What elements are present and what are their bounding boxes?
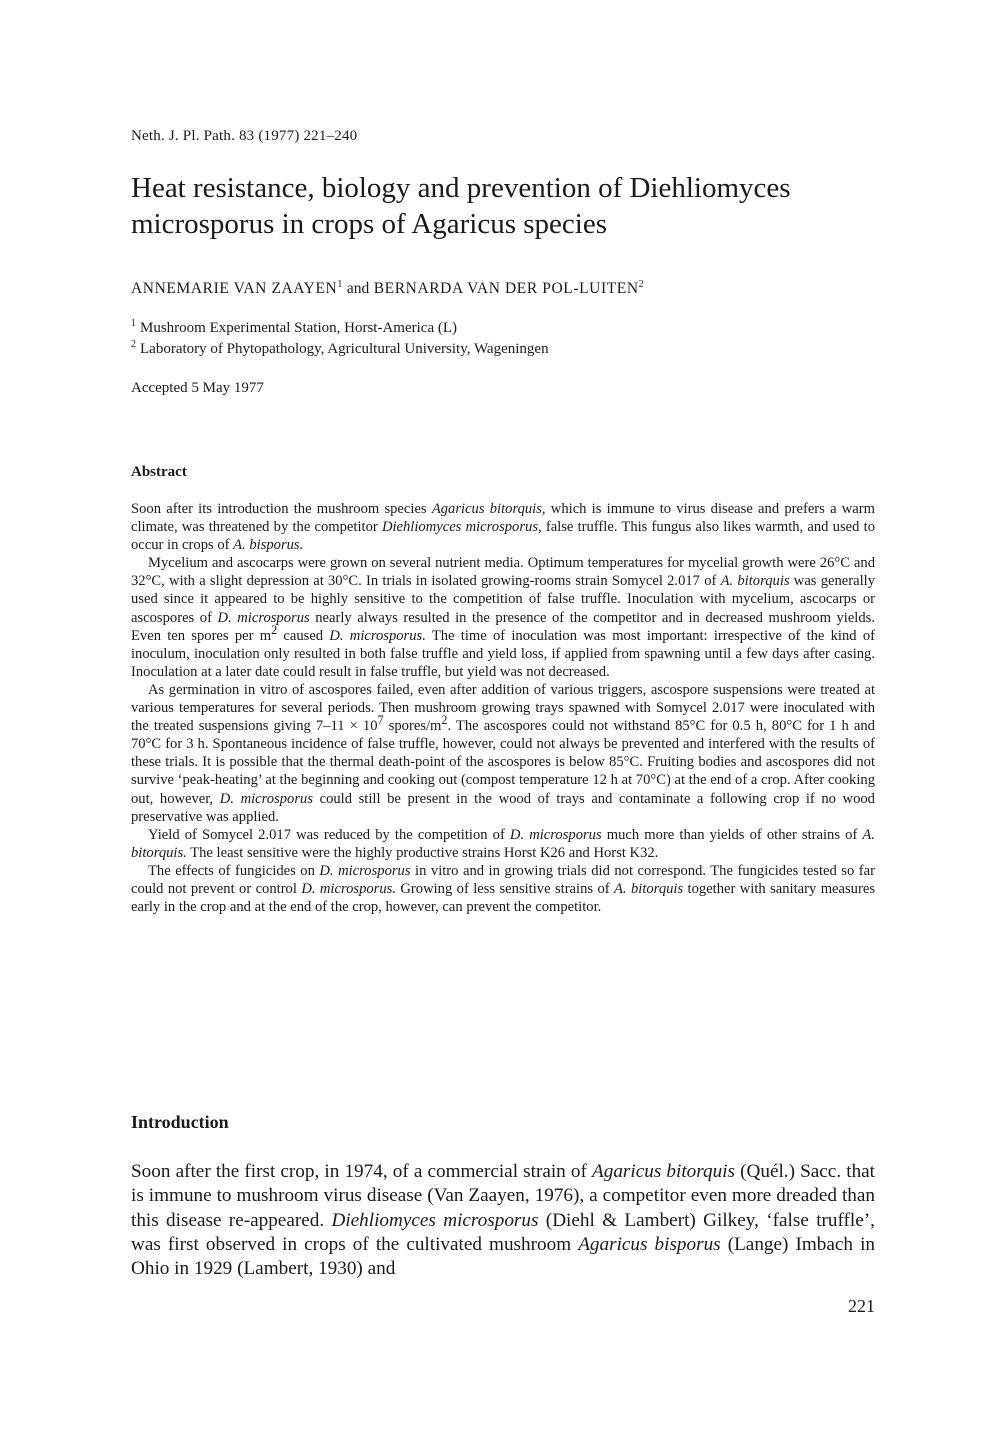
affiliation-1-text: Mushroom Experimental Station, Horst-America (L)	[140, 320, 458, 336]
page-number: 221	[848, 1296, 875, 1316]
affiliation-2-text: Laboratory of Phytopathology, Agricultural University, Wageningen	[140, 341, 549, 357]
authors-line	[131, 280, 644, 298]
author-1: ANNEMARIE VAN ZAAYEN	[131, 280, 338, 297]
author-1-mark: 1	[337, 278, 343, 290]
introduction-paragraph: Soon after the first crop, in 1974, of a commercial strain of Agaricus bitorquis (Quél.) Sacc. that is immune to mushroom virus disease (Van Zaayen, 1976), a competitor even more dreaded than this disease re-appeared. Diehliomyces microsporus (Diehl & Lambert) Gilkey, ‘false truffle’, was first observed in crops of the cultivated mushroom Agaricus bisporus (Lange) Imbach in Ohio in 1929 (Lambert, 1930) and	[131, 1161, 876, 1280]
affiliation-1	[131, 318, 549, 339]
affiliation-1-mark: 1	[131, 318, 136, 329]
journal-reference: Neth. J. Pl. Path. 83 (1977) 221–240	[131, 128, 358, 144]
author-conjunction: and	[346, 280, 370, 297]
introduction-heading: Introduction	[131, 1112, 229, 1132]
abstract-heading: Abstract	[131, 464, 187, 480]
abstract-paragraph-5: The effects of fungicides on D. microsporus in vitro and in growing trials did not correspond. The fungicides tested so far could not prevent or control D. microsporus. Growing of less sensitive strains of A. bitorquis together with sanitary measures early in the crop and at the end of the crop, however, can prevent the competitor.	[131, 862, 875, 916]
abstract-paragraph-2: Mycelium and ascocarps were grown on several nutrient media. Optimum temperatures for mycelial growth were 26°C and 32°C, with a slight depression at 30°C. In trials in isolated growing-rooms strain Somycel 2.017 of A. bitorquis was generally used since it appeared to be highly sensitive to the competition of false truffle. Inoculation with mycelium, ascocarps or ascospores of D. microsporus nearly always resulted in the presence of the competitor and in decreased mushroom yields. Even ten spores per $m^2$ caused D. microsporus. The time of inoculation was most important: irrespective of the kind of inoculum, inoculation only resulted in both false truffle and yield loss, if applied from spawning until a few days after casing. Inoculation at a later date could result in false truffle, but yield was not decreased.	[131, 555, 876, 680]
abstract-paragraph-4: Yield of Somycel 2.017 was reduced by the competition of D. microsporus much more than yields of other strains of A. bitorquis. The least sensitive were the highly productive strains Horst K26 and Horst K32.	[131, 826, 875, 861]
abstract-body	[131, 500, 875, 916]
article-title: Heat resistance, biology and prevention of Diehliomyces microsporus in crops of Agaricus species	[131, 172, 791, 240]
affiliation-2	[131, 339, 549, 360]
affiliations	[131, 318, 549, 360]
abstract-paragraph-3: As germination in vitro of ascospores failed, even after addition of various triggers, ascospore suspensions were treated at various temperatures for several periods. Then mushroom growing trays spawned with Somycel 2.017 were inoculated with the treated suspensions giving $7-11 \times 10^7$ spores/$m^2$. The ascospores could not withstand 85°C for 0.5 h, 80°C for 1 h and 70°C for 3 h. Spontaneous incidence of false truffle, however, could not always be prevented and interfered with the results of these trials. It is possible that the thermal death-point of the ascospores is below 85°C. Fruiting bodies and ascospores did not survive ‘peak-heating’ at the beginning and cooking out (compost temperature 12 h at 70°C) at the end of a crop. After cooking out, however, D. microsporus could still be present in the wood of trays and contaminate a following crop if no wood preservative was applied.	[131, 681, 875, 825]
author-2: BERNARDA VAN DER POL-LUITEN	[373, 280, 639, 297]
abstract-paragraph-1: Soon after its introduction the mushroom species Agaricus bitorquis, which is immune to virus disease and prefers a warm climate, was threatened by the competitor Diehliomyces microsporus, false truffle. This fungus also likes warmth, and used to occur in crops of A. bisporus.	[131, 501, 875, 554]
affiliation-2-mark: 2	[131, 339, 136, 350]
author-2-mark: 2	[638, 278, 644, 290]
accepted-date: Accepted 5 May 1977	[131, 380, 264, 396]
